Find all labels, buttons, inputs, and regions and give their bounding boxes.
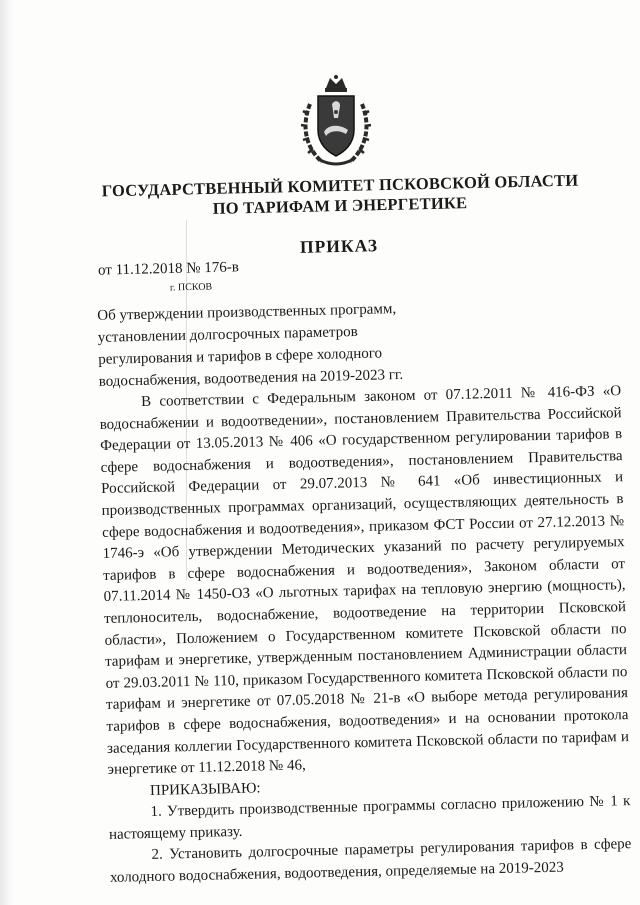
- order-subject: [97, 297, 439, 393]
- order-date-number: от 11.12.2018 № 176-в: [97, 259, 240, 279]
- committee-name-line-2: ПО ТАРИФАМ И ЭНЕРГЕТИКЕ: [212, 193, 468, 218]
- coat-of-arms-emblem: [300, 74, 372, 168]
- subject-line-2: установлении долгосрочных параметров: [97, 323, 358, 346]
- order-item-1: 1. Утвердить производственные программы согласно приложению № 1 к настоящему приказу.: [108, 793, 631, 843]
- committee-name-line-1: ГОСУДАРСТВЕННЫЙ КОМИТЕТ ПСКОВСКОЙ ОБЛАСТИ: [101, 170, 579, 201]
- order-item-2: 2. Установить долгосрочные параметры регулирования тарифов в сфере холодного водоснабжения, водоотведения, определяемые на 2019-2023: [109, 836, 632, 886]
- preamble-paragraph: В соответствии с Федеральным законом от 07.12.2011 № 416-ФЗ «О водоснабжении и водоотведении», постановлением Правительства Российской Федерации от 13.05.2013 № 406 «О государственном регулировании тарифов в сфере водоснабжения и водоотведения», постановлением Правительства Российской Федерации от 29.07.2013 № 641 «Об инвестиционных и производственных программах организаций, осуществляющих деятельность в сфере водоснабжения и водоотведения», приказом ФСТ России от 27.12.2013 № 1746-э «Об утверждении Методических указаний по расчету регулируемых тарифов в сфере водоснабжения и водоотведения», Законом области от 07.11.2014 № 1450-ОЗ «О льготных тарифах на тепловую энергию (мощность), теплоноситель, водоснабжение, водоотведение на территории Псковской области», Положением о Государственном комитете Псковской области по тарифам и энергетике, утвержденным постановлением Администрации области от 29.03.2011 № 110, приказом Государственного комитета Псковской области по тарифам и энергетике от 07.05.2018 № 21-в «О выборе метода регулирования тарифов в сфере водоснабжения, водоотведения» и на основании протокола заседания коллегии Государственного комитета Псковской области по тарифам и энергетике от 11.12.2018 № 46,: [99, 383, 630, 778]
- prikazyvayu-heading: ПРИКАЗЫВАЮ:: [149, 780, 261, 799]
- subject-line-3: регулирования и тарифов в сфере холодного: [98, 345, 383, 368]
- city-label: г. ПСКОВ: [169, 281, 213, 294]
- order-body: [99, 381, 632, 889]
- subject-line-4: водоснабжения, водоотведения на 2019-2023 гг.: [98, 366, 404, 390]
- subject-line-1: Об утверждении производственных программ,: [97, 301, 397, 324]
- document-title: ПРИКАЗ: [299, 235, 379, 257]
- scan-edge-shadow: [0, 0, 14, 905]
